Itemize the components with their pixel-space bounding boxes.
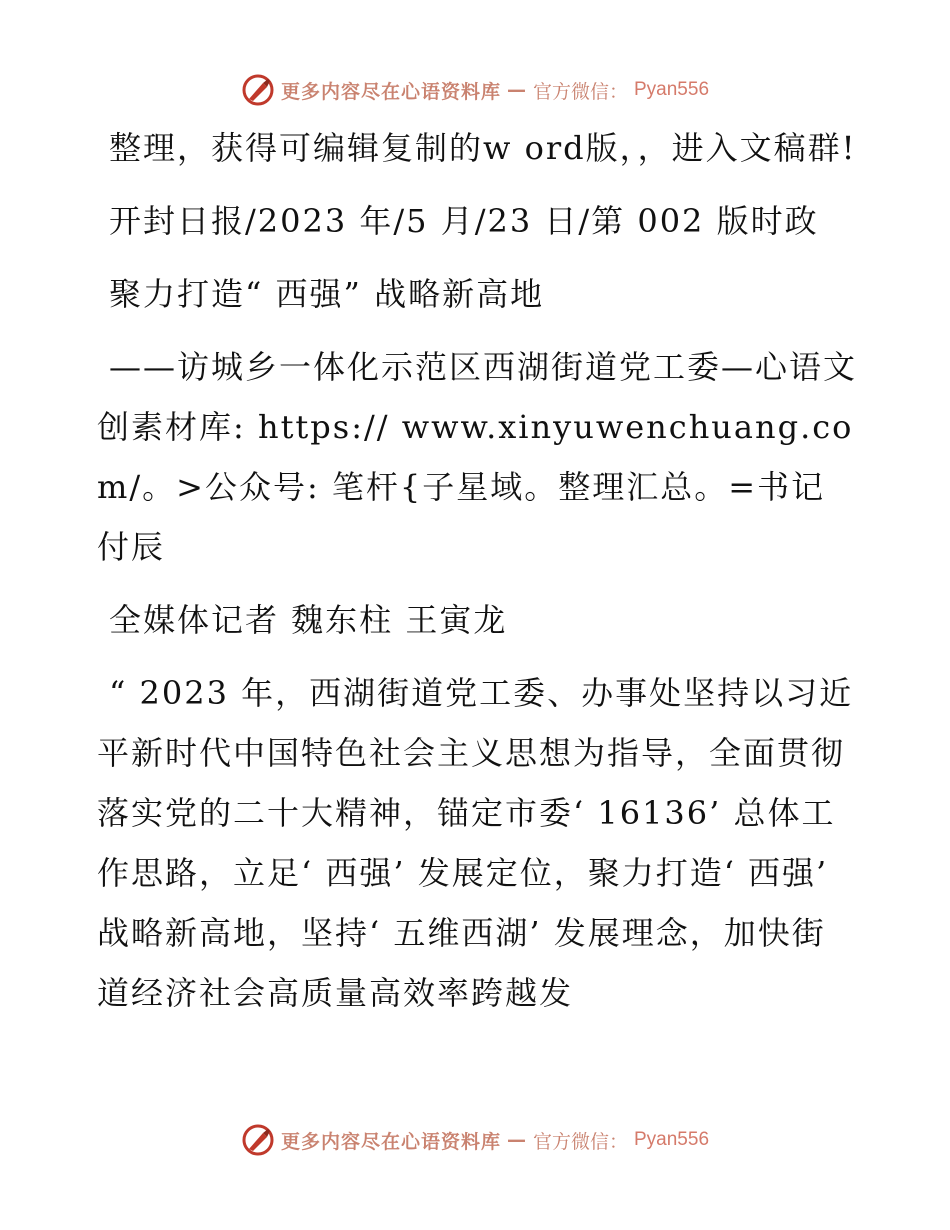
banner-wechat-label: 官方微信：	[532, 80, 628, 103]
banner-dash: —	[506, 1129, 527, 1151]
logo-icon	[241, 1123, 275, 1157]
body-paragraph: “ 2023 年，西湖街道党工委、办事处坚持以习近平新时代中国特色社会主义思想为指导，全面贯彻落实党的二十大精神，锚定市委‘ 16136’ 总体工作思路，立足‘ 西强’ 发展定位，聚力打造‘ 西强’ 战略新高地，坚持‘ 五维西湖’ 发展理念，加快街道经济社会高质量高效率跨越发	[97, 674, 854, 1012]
banner-wechat-label: 官方微信：	[532, 1130, 628, 1153]
document-body	[97, 118, 857, 1023]
source-line: 开封日报/2023 年/5 月/23 日/第 002 版时政	[109, 202, 819, 240]
article-title: 聚力打造“ 西强” 战略新高地	[109, 275, 545, 313]
banner-text: 更多内容尽在心语资料库	[280, 80, 501, 103]
banner-text: 更多内容尽在心语资料库	[280, 1130, 501, 1153]
byline: 全媒体记者 魏东柱 王寅龙	[109, 601, 508, 639]
header-watermark-banner	[0, 70, 950, 110]
banner-dash: —	[506, 79, 527, 101]
banner-wechat-id: Pyan556	[634, 79, 710, 100]
banner-wechat-id: Pyan556	[634, 1129, 710, 1150]
logo-icon	[241, 73, 275, 107]
footer-watermark-banner	[0, 1120, 950, 1160]
intro-line: 整理，获得可编辑复制的w ord版，，进入文稿群!	[109, 129, 857, 167]
article-subtitle: ——访城乡一体化示范区西湖街道党工委—心语文创素材库: https:// www.xinyuwenchuang.com/。>公众号: 笔杆{子星域。整理汇总。=书记付辰	[97, 348, 858, 566]
